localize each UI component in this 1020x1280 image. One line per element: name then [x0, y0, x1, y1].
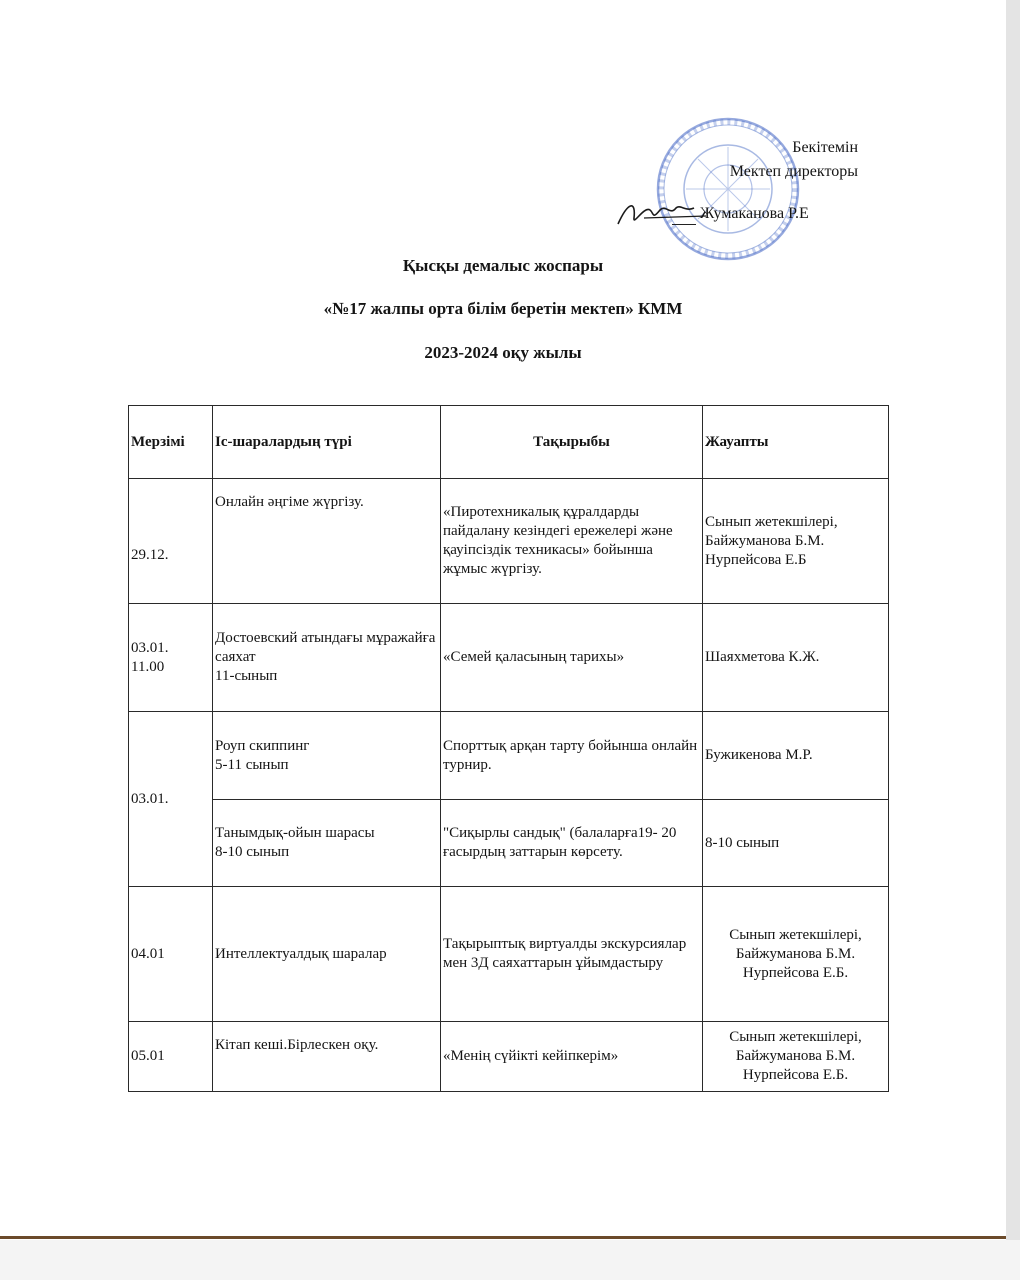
cell-date: 29.12. — [129, 479, 213, 604]
cell-topic: «Семей қаласының тарихы» — [441, 604, 703, 712]
cell-type: Кітап кеші.Бірлескен оқу. — [213, 1022, 441, 1092]
table-row — [129, 800, 889, 887]
cell-type: Достоевский атындағы мұражайға саяхат 11-сынып — [213, 604, 441, 712]
plan-table — [128, 405, 889, 1092]
academic-year: 2023-2024 оқу жылы — [424, 343, 582, 362]
cell-topic: «Менің сүйікті кейіпкерім» — [441, 1022, 703, 1092]
cell-responsible: Бужикенова М.Р. — [703, 712, 889, 800]
cell-responsible: Сынып жетекшілері, Байжуманова Б.М. Нурпейсова Е.Б — [703, 479, 889, 604]
signature-line — [672, 224, 696, 225]
cell-topic: "Сиқырлы сандық" (балаларға19- 20 ғасырдың заттарын көрсету. — [441, 800, 703, 887]
table-row — [129, 1022, 889, 1092]
table-row — [129, 712, 889, 800]
cell-responsible: Шаяхметова К.Ж. — [703, 604, 889, 712]
header-date: Мерзімі — [129, 406, 213, 479]
table-header-row — [129, 406, 889, 479]
header-topic: Тақырыбы — [441, 406, 703, 479]
table-row — [129, 887, 889, 1022]
cell-type: Танымдық-ойын шарасы 8-10 сынып — [213, 800, 441, 887]
photo-edge-right — [1006, 0, 1020, 1280]
page-bottom-edge — [0, 1236, 1006, 1239]
cell-responsible: 8-10 сынып — [703, 800, 889, 887]
cell-responsible: Сынып жетекшілері, Байжуманова Б.М. Нурпейсова Е.Б. — [703, 887, 889, 1022]
cell-topic: Тақырыптық виртуалды экскурсиялар мен 3Д саяхаттарын ұйымдастыру — [441, 887, 703, 1022]
school-name: «№17 жалпы орта білім беретін мектеп» КММ — [323, 299, 683, 318]
document-title: Қысқы демалыс жоспары — [402, 256, 604, 275]
cell-type: Онлайн әңгіме жүргізу. — [213, 479, 441, 604]
cell-date: 03.01. 11.00 — [129, 604, 213, 712]
cell-date: 04.01 — [129, 887, 213, 1022]
approval-position: Мектеп директоры — [729, 163, 858, 180]
cell-topic: «Пиротехникалық құралдарды пайдалану кезіндегі ережелері және қауіпсіздік техникасы» бойынша жұмыс жүргізу. — [441, 479, 703, 604]
cell-type: Интеллектуалдық шаралар — [213, 887, 441, 1022]
approval-label: Бекітемін — [792, 139, 858, 156]
photo-edge-bottom — [0, 1240, 1020, 1280]
header-responsible: Жауапты — [703, 406, 889, 479]
header-event-type: Іс-шаралардың түрі — [213, 406, 441, 479]
cell-type: Роуп скиппинг 5-11 сынып — [213, 712, 441, 800]
approval-name: Жумаканова Р.Е — [700, 205, 809, 222]
cell-topic: Спорттық арқан тарту бойынша онлайн турнир. — [441, 712, 703, 800]
table-row — [129, 479, 889, 604]
cell-date: 03.01. — [129, 712, 213, 887]
cell-responsible: Сынып жетекшілері, Байжуманова Б.М. Нурпейсова Е.Б. — [703, 1022, 889, 1092]
table-row — [129, 604, 889, 712]
cell-date: 05.01 — [129, 1022, 213, 1092]
approval-block — [620, 136, 880, 236]
